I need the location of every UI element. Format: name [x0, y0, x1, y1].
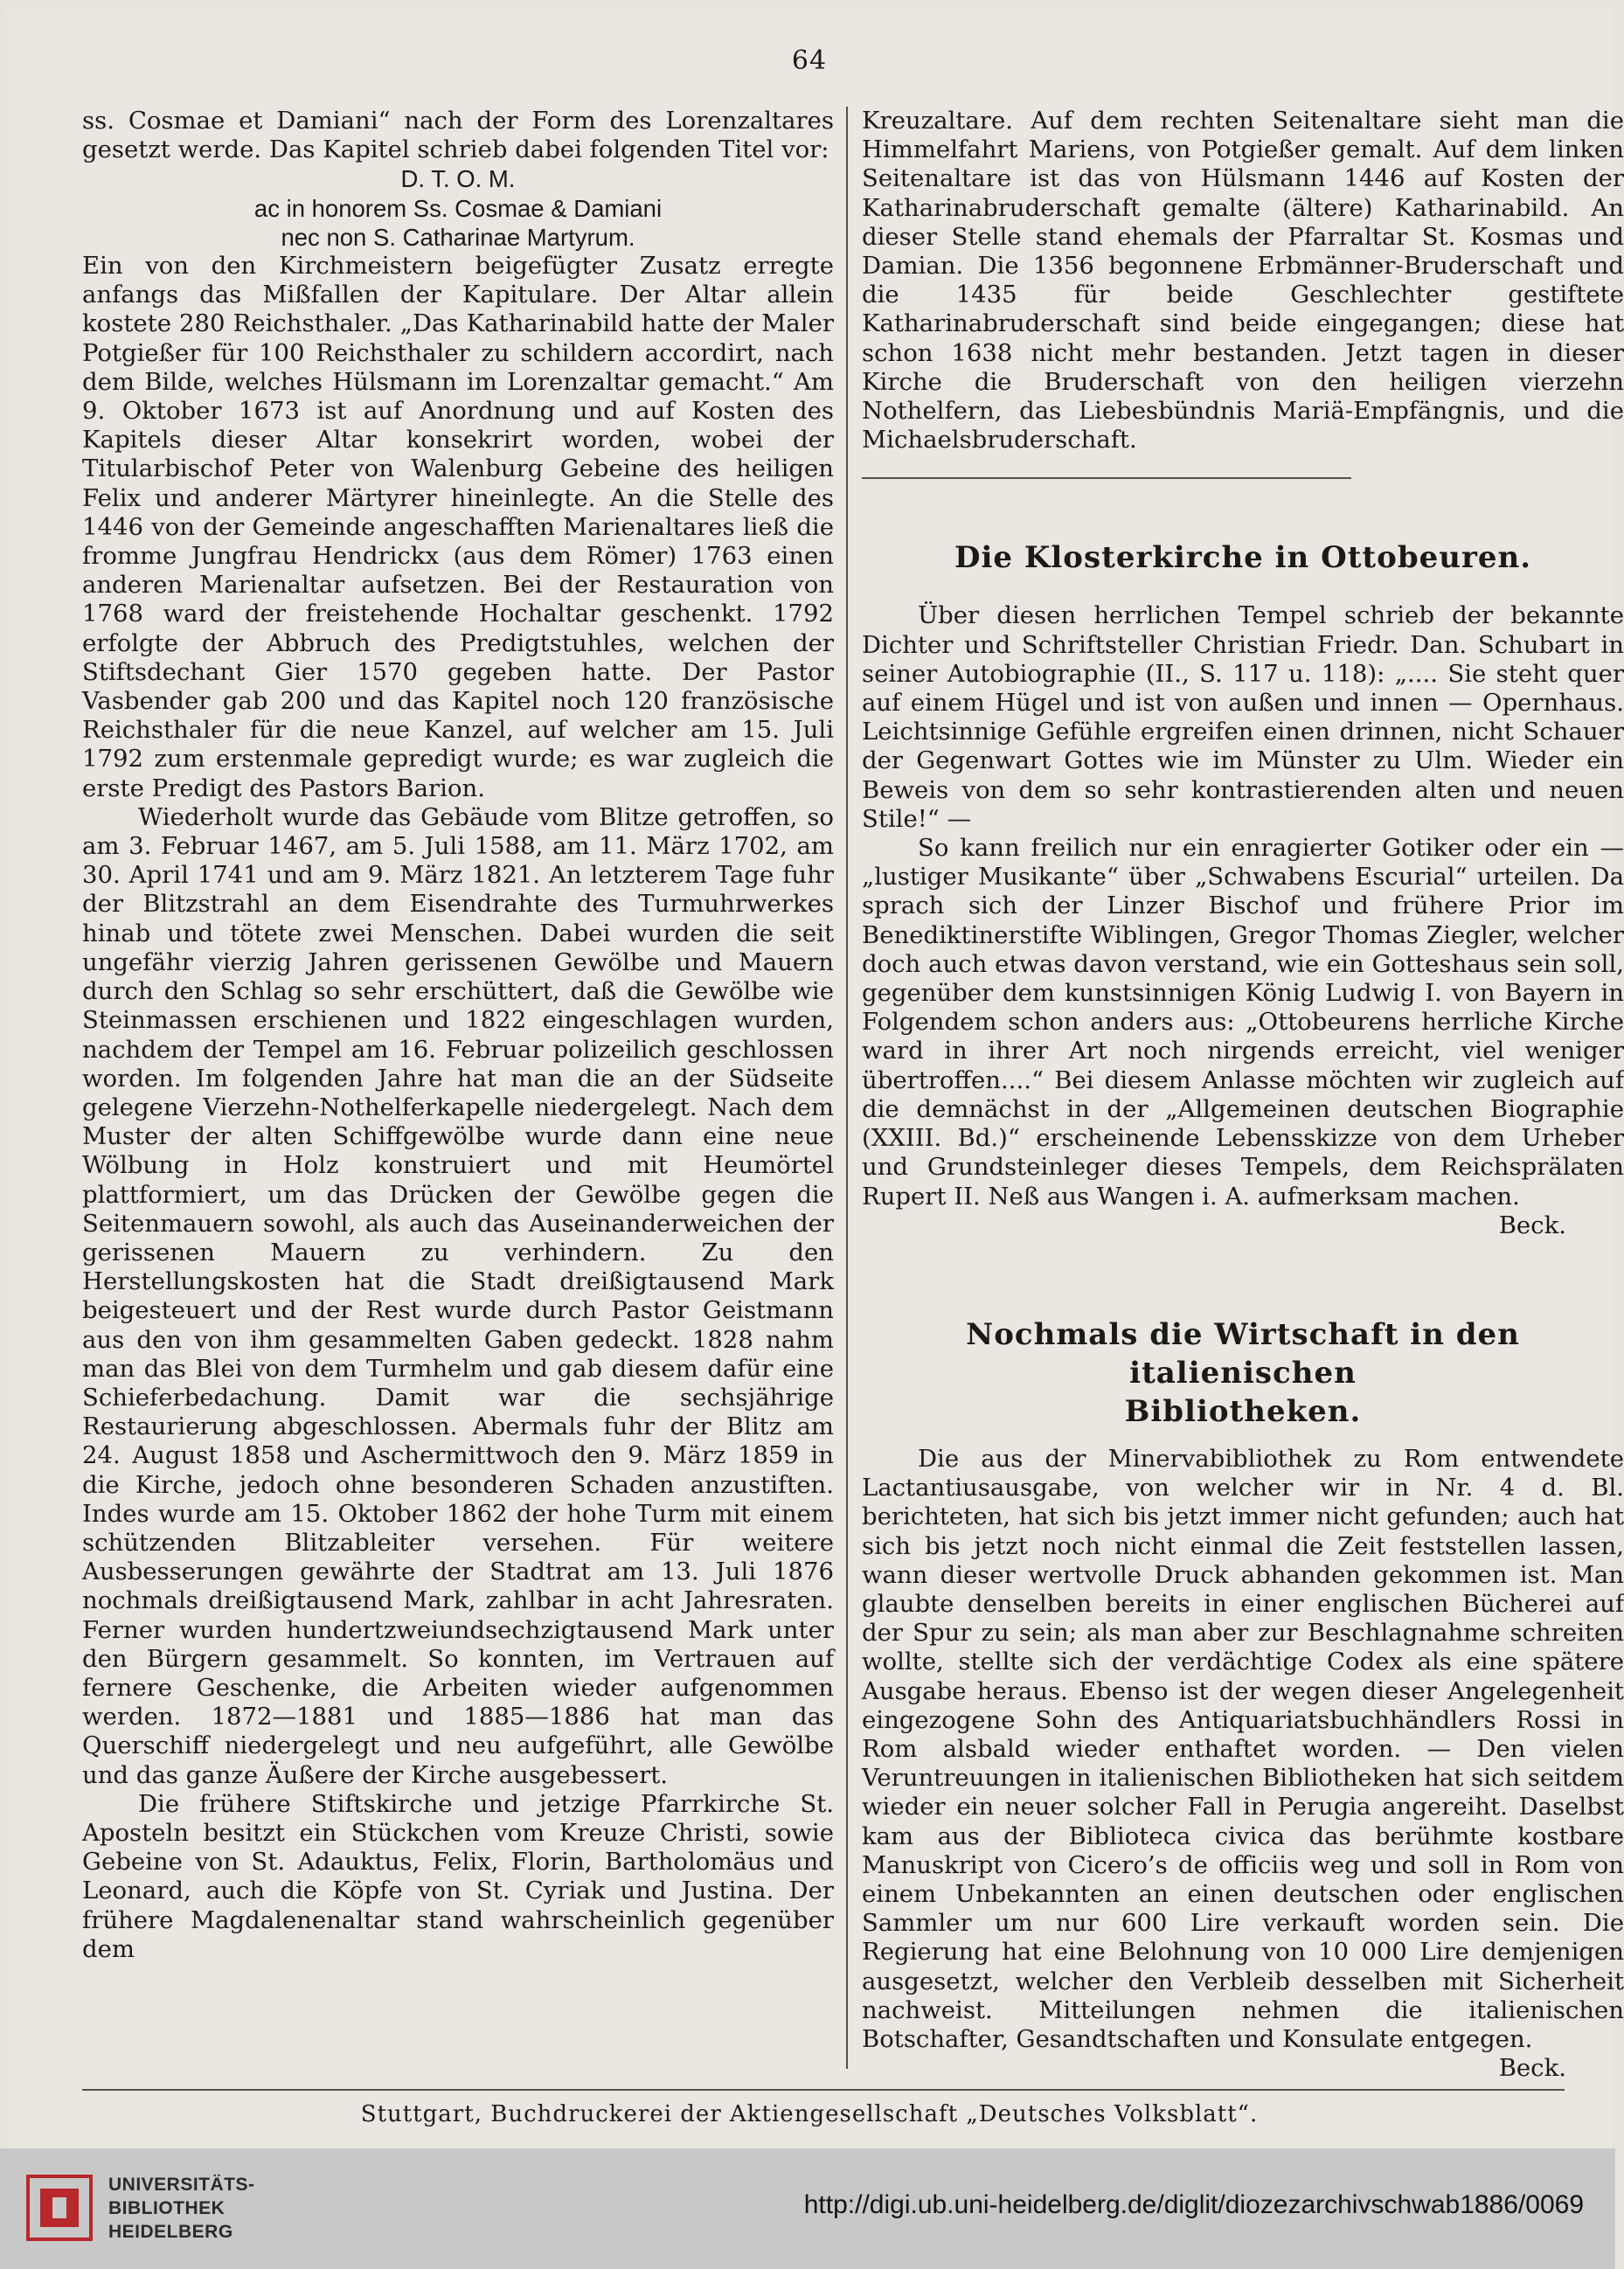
dedication-line-3: nec non S. Catharinae Martyrum.: [281, 223, 635, 251]
page-number: 64: [791, 45, 828, 76]
ottobeuren-paragraph-1: Über diesen herrlichen Tempel schrieb der bekannte Dichter und Schriftsteller Christian Friedr. Dan. Schubart in seiner Autobiographie (II., S. 117 u. 118): „.... Sie steht quer auf einem Hügel und ist von außen und innen — Opernhaus. Leichtsinnige Gefühle ergreifen einen drinnen, nicht Schauer der Gegenwart Gottes wie im Münster zu Ulm. Wieder ein Beweis von dem so sehr kontrastierenden alten und neuen Stile!“ —: [862, 601, 1624, 833]
logo-line-1: UNIVERSITÄTS-: [108, 2175, 255, 2195]
printer-imprint: Stuttgart, Buchdruckerei der Aktiengesellschaft „Deutsches Volksblatt“.: [360, 2101, 1259, 2127]
left-paragraph-3: Wiederholt wurde das Gebäude vom Blitze getroffen, so am 3. Februar 1467, am 5. Juli 1588, am 11. März 1702, am 30. April 1741 und am 9. März 1821. An letzterem Tage fuhr der Blitzstrahl an dem Eisendrahte des Turmuhrwerkes hinab und tötete zwei Menschen. Dabei wurden die seit ungefähr vierzig Jahren gerissenen Gewölbe und Mauern durch den Schlag so sehr erschüttert, daß die Gewölbe wie Steinmassen erschienen und 1822 eingeschlagen wurden, nachdem der Tempel am 16. Februar polizeilich geschlossen worden. Im folgenden Jahre hat man die an der Südseite gelegene Vierzehn-Nothelferkapelle niedergelegt. Nach dem Muster der alten Schiffgewölbe wurde dann eine neue Wölbung in Holz konstruiert und mit Heumörtel plattformiert, um das Drücken der Gewölbe gegen die Seitenmauern sowohl, als auch das Auseinanderweichen der gerissenen Mauern zu verhindern. Zu den Herstellungskosten hat die Stadt dreißigtausend Mark beigesteuert und der Rest wurde durch Pastor Geistmann aus den von ihm gesammelten Gaben gedeckt. 1828 nahm man das Blei von dem Turmhelm und gab diesem dafür eine Schieferbedachung. Damit war die sechsjährige Restaurierung abgeschlossen. Abermals fuhr der Blitz am 24. August 1858 und Aschermittwoch den 9. März 1859 in die Kirche, jedoch ohne besonderen Schaden anzustiften. Indes wurde am 15. Oktober 1862 der hohe Turm mit einem schützenden Blitzableiter versehen. Für weitere Ausbesserungen gewährte der Stadtrat am 13. Juli 1876 nochmals dreißigtausend Mark, zahlbar in acht Jahresraten. Ferner wurden hundertzweiundsechzigtausend Mark unter den Bürgern gesammelt. So konnten, im Vertrauen auf fernere Geschenke, die Arbeiten wieder aufgenommen werden. 1872—1881 und 1885—1886 hat man das Querschiff niedergelegt und neu aufgeführt, alle Gewölbe und das ganze Äußere der Kirche ausgebessert.: [82, 802, 834, 1789]
ottobeuren-signature: Beck.: [1498, 1211, 1566, 1239]
heading-line-2: Bibliotheken.: [1124, 1393, 1362, 1429]
bibliotheken-signature: Beck.: [1498, 2054, 1566, 2083]
ottobeuren-paragraph-2: So kann freilich nur ein enragierter Gotiker oder ein — „lustiger Musikante“ über „Schwabens Escurial“ urteilen. Da sprach sich der Linzer Bischof und frühere Prior im Benediktinerstifte Wiblingen, Gregor Thomas Ziegler, welcher doch auch etwas davon verstand, wie ein Gotteshaus sein soll, gegenüber dem kunstsinnigen König Ludwig I. von Bayern in Folgendem schon anders aus: „Ottobeurens herrliche Kirche ward in ihrer Art noch nirgends erreicht, viel weniger übertroffen....“ Bei diesem Anlasse möchten wir zugleich auf die demnächst in der „Allgemeinen deutschen Biographie (XXIII. Bd.)“ erscheinende Lebensskizze von dem Urheber und Grundsteinleger dieses Tempels, dem Reichsprälaten Rupert II. Neß aus Wangen i. A. aufmerksam machen.: [862, 834, 1624, 1211]
logo-line-2: BIBLIOTHEK: [108, 2198, 226, 2218]
left-paragraph-2: Ein von den Kirchmeistern beigefügter Zusatz erregte anfangs das Mißfallen der Kapitulare. Der Altar allein kostete 280 Reichsthaler. „Das Katharinabild hatte der Maler Potgießer für 100 Reichsthaler zu schildern accordirt, nach dem Bilde, welches Hülsmann im Lorenzaltar gemacht.“ Am 9. Oktober 1673 ist auf Anordnung und auf Kosten des Kapitels dieser Altar konsekrirt worden, wobei der Titularbischof Peter von Walenburg Gebeine des heiligen Felix und anderer Märtyrer hineinlegte. An die Stelle des 1446 von der Gemeinde angeschafften Marienaltares ließ die fromme Jungfrau Hendrickx (aus dem Römer) 1763 einen anderen Marienaltar aufsetzen. Bei der Restauration von 1768 ward der freistehende Hochaltar geschenkt. 1792 erfolgte der Abbruch des Predigtstuhles, welchen der Stiftsdechant Gier 1570 gegeben hatte. Der Pastor Vasbender gab 200 und das Kapitel noch 120 französische Reichsthaler für die neue Kanzel, auf welcher am 15. Juli 1792 zum erstenmale gepredigt wurde; es war zugleich die erste Predigt des Pastors Barion.: [82, 252, 834, 802]
left-paragraph-4: Die frühere Stiftskirche und jetzige Pfarrkirche St. Aposteln besitzt ein Stückchen vom Kreuze Christi, sowie Gebeine von St. Adauktus, Felix, Florin, Bartholomäus und Leonard, auch die Köpfe von St. Cyriak und Justina. Der frühere Magdalenenaltar stand wahrscheinlich gegenüber dem: [82, 1789, 834, 1963]
university-seal-icon: [24, 2173, 94, 2243]
column-divider: [846, 107, 848, 2069]
library-logo-text: [108, 2173, 353, 2244]
source-url-link[interactable]: http://digi.ub.uni-heidelberg.de/diglit/diozezarchivschwab1886/0069: [803, 2190, 1584, 2219]
heading-line-1: Nochmals die Wirtschaft in den italienischen: [966, 1316, 1520, 1391]
article-heading-ottobeuren: Die Klosterkirche in Ottobeuren.: [954, 540, 1532, 576]
right-intro-paragraph: Kreuzaltare. Auf dem rechten Seitenaltare sieht man die Himmelfahrt Mariens, von Potgießer gemalt. Auf dem linken Seitenaltare ist das von Hülsmann 1446 auf Kosten der Katharinabruderschaft gemalte (ältere) Katharinabild. An dieser Stelle stand ehemals der Pfarraltar St. Kosmas und Damian. Die 1356 begonnene Erbmänner-Bruderschaft und die 1435 für beide Geschlechter gestiftete Katharinabruderschaft sind beide eingegangen; diese hat schon 1638 nicht mehr bestanden. Jetzt tagen in dieser Kirche die Bruderschaft von den heiligen vierzehn Nothelfern, das Liebesbündnis Mariä-Empfängnis, und die Michaelsbruderschaft.: [862, 107, 1624, 454]
library-banner: [0, 2148, 1615, 2269]
footer-rule: [82, 2089, 1565, 2091]
dedication-line-1: D. T. O. M.: [400, 165, 516, 193]
logo-line-3: HEIDELBERG: [108, 2222, 233, 2242]
article-heading-bibliotheken: [862, 1315, 1624, 1431]
dedication-line-2: ac in honorem Ss. Cosmae & Damiani: [253, 194, 663, 222]
bibliotheken-paragraph-1: Die aus der Minervabibliothek zu Rom entwendete Lactantiusausgabe, von welcher wir in Nr. 4 d. Bl. berichteten, hat sich bis jetzt immer nicht gefunden; auch hat sich bis jetzt noch nicht einmal die Zeit feststellen lassen, wann dieser wertvolle Druck abhanden gekommen ist. Man glaubte denselben bereits in einer englischen Bücherei auf der Spur zu sein; als man aber zur Beschlagnahme schreiten wollte, stellte sich der verdächtige Codex als eine spätere Ausgabe heraus. Ebenso ist der wegen dieser Angelegenheit eingezogene Sohn des Antiquariatsbuchhändlers Rossi in Rom alsbald wieder enthaftet worden. — Den vielen Veruntreuungen in italienischen Bibliotheken hat sich seitdem wieder ein neuer solcher Fall in Perugia angereiht. Daselbst kam aus der Biblioteca civica das berühmte kostbare Manuskript von Cicero’s de officiis weg und soll in Rom von einem Unbekannten an einen deutschen oder englischen Sammler um nur 600 Lire verkauft worden sein. Die Regierung hat eine Belohnung von 10 000 Lire demjenigen ausgesetzt, welcher den Verbleib desselben mit Sicherheit nachweist. Mitteilungen nehmen die italienischen Botschafter, Gesandtschaften und Konsulate entgegen.: [862, 1444, 1624, 2053]
scanned-page: [7, 9, 1624, 2148]
section-divider: [862, 477, 1351, 479]
left-column: [82, 107, 834, 2066]
right-column: [862, 107, 1624, 2083]
left-paragraph-1: ss. Cosmae et Damiani“ nach der Form des Lorenzaltares gesetzt werde. Das Kapitel schrieb dabei folgenden Titel vor:: [82, 107, 834, 164]
